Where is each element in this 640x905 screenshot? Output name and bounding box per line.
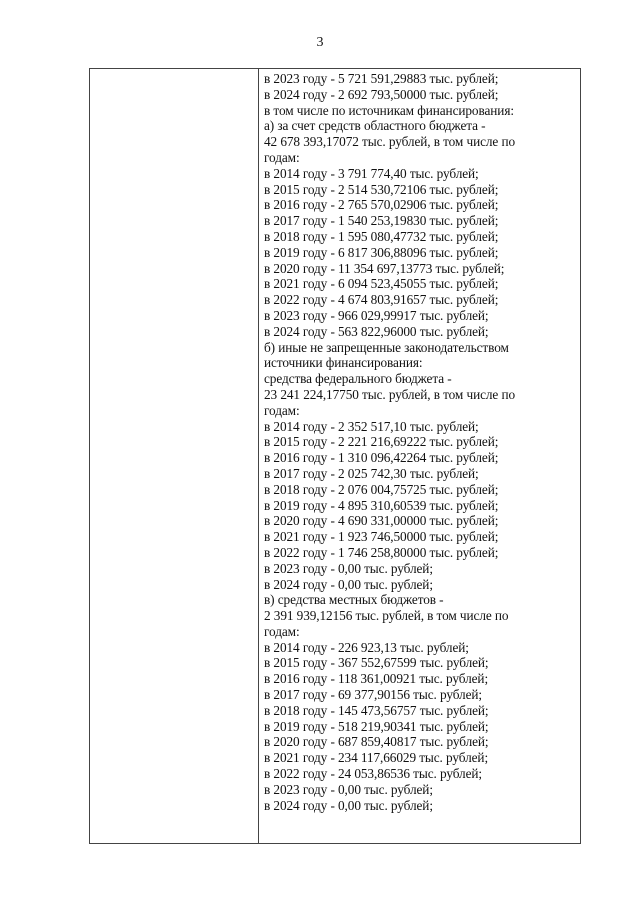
text-line: а) за счет средств областного бюджета - [264, 118, 486, 134]
text-line: средства федерального бюджета - [264, 371, 452, 387]
text-line: 42 678 393,17072 тыс. рублей, в том числе по [264, 134, 516, 150]
table-right-cell [259, 69, 580, 843]
text-line: в 2024 году - 0,00 тыс. рублей; [264, 576, 433, 592]
text-line: в 2023 году - 0,00 тыс. рублей; [264, 560, 433, 576]
text-line: в 2019 году - 4 895 310,60539 тыс. рублей; [264, 497, 499, 513]
text-line: в 2023 году - 966 029,99917 тыс. рублей; [264, 307, 489, 323]
text-line: в) средства местных бюджетов - [264, 592, 444, 608]
text-line: в 2017 году - 1 540 253,19830 тыс. рублей; [264, 213, 499, 229]
text-line: в 2018 году - 145 473,56757 тыс. рублей; [264, 702, 489, 718]
text-line: в 2016 году - 2 765 570,02906 тыс. рублей; [264, 197, 499, 213]
page-number: 3 [316, 35, 324, 50]
text-line: в 2015 году - 2 221 216,69222 тыс. рублей; [264, 434, 499, 450]
text-line: в 2015 году - 367 552,67599 тыс. рублей; [264, 655, 489, 671]
text-line: в 2021 году - 1 923 746,50000 тыс. рублей; [264, 529, 499, 545]
text-line: в 2021 году - 6 094 523,45055 тыс. рублей; [264, 276, 499, 292]
text-line: в 2019 году - 518 219,90341 тыс. рублей; [264, 718, 489, 734]
text-line: в 2022 году - 4 674 803,91657 тыс. рублей; [264, 292, 499, 308]
text-line: в 2016 году - 1 310 096,42264 тыс. рублей; [264, 450, 499, 466]
text-line: в 2021 году - 234 117,66029 тыс. рублей; [264, 750, 489, 766]
text-line: в 2022 году - 24 053,86536 тыс. рублей; [264, 766, 482, 782]
text-line: в 2020 году - 4 690 331,00000 тыс. рублей; [264, 513, 499, 529]
text-line: в 2020 году - 11 354 697,13773 тыс. рублей; [264, 260, 505, 276]
text-line: в 2024 году - 2 692 793,50000 тыс. рублей; [264, 86, 499, 102]
text-line: в 2014 году - 3 791 774,40 тыс. рублей; [264, 165, 479, 181]
text-line: в 2024 году - 0,00 тыс. рублей; [264, 797, 433, 813]
text-line: источники финансирования: [264, 355, 423, 371]
text-line: в том числе по источникам финансирования: [264, 102, 514, 118]
text-line: в 2016 году - 118 361,00921 тыс. рублей; [264, 671, 489, 687]
text-line: в 2017 году - 69 377,90156 тыс. рублей; [264, 687, 482, 703]
text-line: б) иные не запрещенные законодательством [264, 339, 509, 355]
text-line: в 2014 году - 2 352 517,10 тыс. рублей; [264, 418, 479, 434]
text-line: в 2022 году - 1 746 258,80000 тыс. рублей; [264, 544, 499, 560]
text-line: годам: [264, 623, 300, 639]
table-left-cell [90, 69, 259, 843]
text-line: в 2015 году - 2 514 530,72106 тыс. рублей; [264, 181, 499, 197]
funding-table [89, 68, 581, 844]
text-line: в 2020 году - 687 859,40817 тыс. рублей; [264, 734, 489, 750]
text-line: годам: [264, 402, 300, 418]
text-line: в 2014 году - 226 923,13 тыс. рублей; [264, 639, 469, 655]
text-line: в 2017 году - 2 025 742,30 тыс. рублей; [264, 465, 479, 481]
text-line: в 2018 году - 1 595 080,47732 тыс. рублей; [264, 228, 499, 244]
text-line: в 2019 году - 6 817 306,88096 тыс. рублей; [264, 244, 499, 260]
text-line: в 2018 году - 2 076 004,75725 тыс. рублей; [264, 481, 499, 497]
text-line: в 2023 году - 0,00 тыс. рублей; [264, 781, 433, 797]
text-line: годам: [264, 149, 300, 165]
text-line: в 2023 году - 5 721 591,29883 тыс. рублей; [264, 71, 499, 86]
text-line: 2 391 939,12156 тыс. рублей, в том числе по [264, 608, 509, 624]
text-line: 23 241 224,17750 тыс. рублей, в том числе по [264, 386, 516, 402]
text-line: в 2024 году - 563 822,96000 тыс. рублей; [264, 323, 489, 339]
